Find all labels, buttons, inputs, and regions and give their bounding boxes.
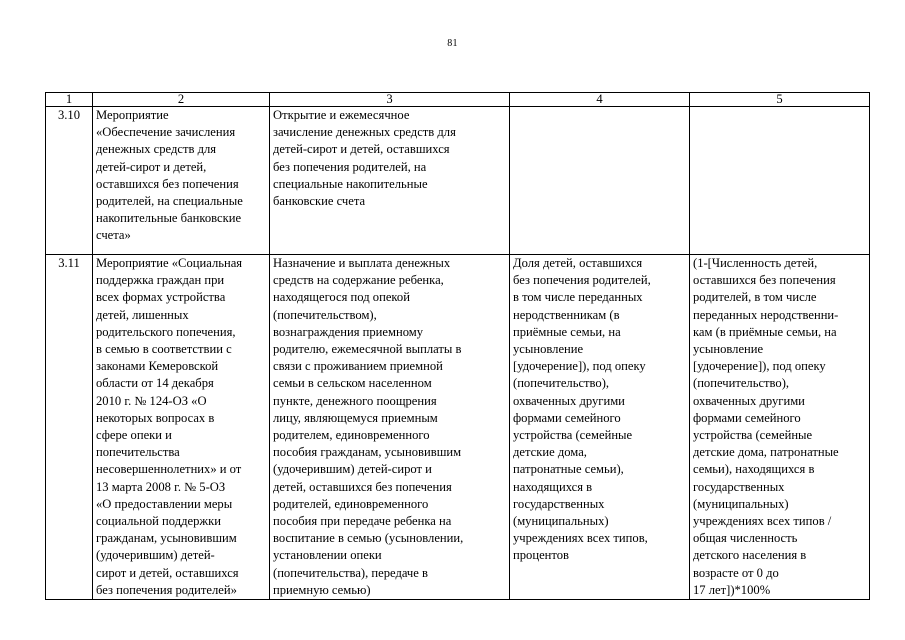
measure-content: Назначение и выплата денежных средств на содержание ребенка, находящегося под опекой (попечительством), вознаграждения приемному родителю, ежемесячной выплаты в связи с проживанием приемной семьи в сельском населенном пункте, денежного поощрения лицу, являющемуся приемным родителем, единовременного пособия гражданам, усыновившим (удочерившим) детей-сирот и детей, оставшихся без попечения родителей, единовременного пособия при передаче ребенка на воспитание в семью (усыновлении, установлении опеки (попечительства), передаче в приемную семью) [270,255,510,600]
header-cell-3: 3 [270,93,510,107]
header-cell-5: 5 [690,93,870,107]
indicator-name: Доля детей, оставшихся без попечения родителей, в том числе переданных неродственникам (в приёмные семьи, на усыновление [удочерение]), под опеку (попечительство), охваченных другими формами семейного устройства (семейные детские дома, патронатные семьи), находящихся в государственных (муниципальных) учреждениях всех типов, процентов [510,255,690,600]
measure-name: Мероприятие «Социальная поддержка граждан при всех формах устройства детей, лишенных родительского попечения, в семью в соответствии с законами Кемеровской области от 14 декабря 2010 г. № 124-ОЗ «О некоторых вопросах в сфере опеки и попечительства несовершеннолетних» и от 13 марта 2008 г. № 5-ОЗ «О предоставлении меры социальной поддержки гражданам, усыновившим (удочерившим) детей- сирот и детей, оставшихся без попечения родителей» [93,255,270,600]
row-number: 3.11 [46,255,93,600]
header-cell-2: 2 [93,93,270,107]
table-header-row [46,93,870,107]
measure-name: Мероприятие «Обеспечение зачисления денежных средств для детей-сирот и детей, оставшихся без попечения родителей, на специальные накопительные банковские счета» [93,107,270,255]
header-cell-4: 4 [510,93,690,107]
table-row [46,107,870,255]
measure-content: Открытие и ежемесячное зачисление денежных средств для детей-сирот и детей, оставшихся без попечения родителей, на специальные накопительные банковские счета [270,107,510,255]
table-row [46,255,870,600]
measures-table [45,92,870,600]
row-number: 3.10 [46,107,93,255]
page-number: 81 [447,38,458,49]
indicator-formula [690,107,870,255]
indicator-formula: (1-[Численность детей, оставшихся без попечения родителей, в том числе переданных неродственни- кам (в приёмные семьи, на усыновление [удочерение]), под опеку (попечительство), охваченных другими формами семейного устройства (семейные детские дома, патронатные семьи), находящихся в государственных (муниципальных) учреждениях всех типов / общая численность детского населения в возрасте от 0 до 17 лет])*100% [690,255,870,600]
indicator-name [510,107,690,255]
header-cell-1: 1 [46,93,93,107]
